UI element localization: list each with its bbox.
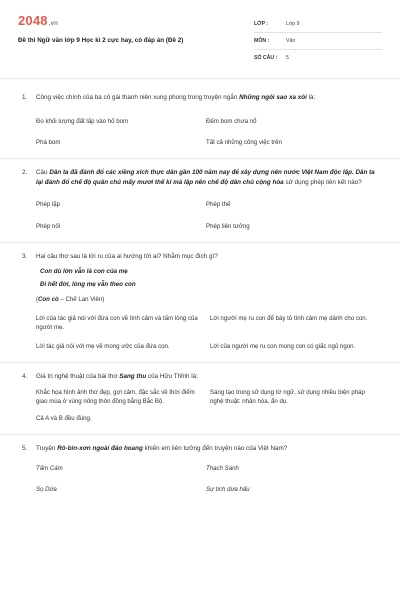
meta-key: LỚP : <box>254 21 269 27</box>
poem-line-1: Con dù lớn vẫn là con của mẹ <box>40 268 128 275</box>
site-logo[interactable] <box>18 14 183 31</box>
question-separator <box>0 242 400 243</box>
option-a[interactable]: Phép lặp <box>36 201 61 208</box>
logo-text: 2048 <box>18 13 48 28</box>
question-number: 1. <box>22 94 28 101</box>
header <box>18 14 382 66</box>
option-a[interactable]: Tấm Cám <box>36 465 63 472</box>
answer-options <box>36 388 376 406</box>
meta-key: MÔN : <box>254 38 270 44</box>
option-d[interactable]: Tất cả những công việc trên <box>206 139 282 146</box>
option-a[interactable]: Khắc họa hình ảnh thơ đẹp, gợi cảm, đặc sắc về thời điểm giao mùa ở vùng nông thôn đồng bằng Bắc Bộ. <box>36 389 195 405</box>
question-5 <box>18 444 382 494</box>
option-c[interactable]: Lời tác giả nói với mẹ về mong ước của đứa con. <box>36 343 170 350</box>
option-d[interactable]: Sự tích dưa hấu <box>206 486 250 493</box>
question-number: 3. <box>22 253 28 260</box>
answer-options <box>36 464 376 473</box>
meta-value: 5 <box>286 55 289 61</box>
question-1 <box>18 93 382 147</box>
meta-row-count <box>254 50 382 66</box>
meta-row-grade <box>254 16 382 33</box>
answer-options <box>36 200 376 209</box>
option-a[interactable]: Lời của tác giả nói với đứa con về tình cảm và tấm lòng của người mẹ. <box>36 315 198 331</box>
answer-options <box>36 314 376 332</box>
question-text: Truyện Rô-bin-xơn ngoài đảo hoang khiến em liên tưởng đến truyện nào của Việt Nam? <box>36 445 288 452</box>
meta-key: SỐ CÂU : <box>254 55 278 61</box>
meta-value: Lớp 9 <box>286 21 300 27</box>
question-text: Câu Dân ta đã đánh đổ các xiềng xích thực dân gần 100 năm nay để xây dựng nên nước Việt Nam độc lập. Dân ta lại đánh đổ chế độ quân chủ mấy mươi thế kỉ mà lập nên chế độ dân chủ cộng hòa sử dụng phép liên kết nào? <box>36 169 375 186</box>
question-number: 2. <box>22 169 28 176</box>
answer-options <box>36 222 376 231</box>
meta-table <box>254 16 382 66</box>
question-4 <box>18 372 382 423</box>
question-text: Hai câu thơ sau là lời ru của ai hướng tới ai? Nhằm mục đích gì? <box>36 253 218 260</box>
answer-options <box>36 117 376 126</box>
question-number: 4. <box>22 373 28 380</box>
option-c[interactable]: Cả A và B đều đúng. <box>36 415 92 422</box>
question-text: Công việc chính của ba cô gái thanh niên xung phong trong truyện ngắn Những ngôi sao xa xôi là: <box>36 94 316 101</box>
option-a[interactable]: Đo khối lượng đất lấp vào hố bom <box>36 118 129 125</box>
option-d[interactable]: Phép liên tưởng <box>206 223 250 230</box>
option-d[interactable]: Lời của người mẹ ru con mong con có giấc ngủ ngon. <box>210 343 356 350</box>
question-separator <box>0 158 400 159</box>
document-title: Đề thi Ngữ văn lớp 9 Học kì 2 cực hay, có đáp án (Đề 2) <box>18 37 184 44</box>
meta-value: Văn <box>286 38 296 44</box>
option-b[interactable]: Sáng tạo trong sử dụng từ ngữ, sử dụng nhiều biện pháp nghệ thuật: nhân hóa, ẩn dụ. <box>210 389 365 405</box>
option-c[interactable]: Phá bom <box>36 139 61 146</box>
poem-source: (Con cò – Chế Lan Viên) <box>36 296 105 303</box>
option-b[interactable]: Đếm bom chưa nổ <box>206 118 257 125</box>
answer-options <box>36 485 376 494</box>
logo-suffix: .vn <box>48 21 59 27</box>
question-text: Giá trị nghệ thuật của bài thơ Sang thu của Hữu Thỉnh là: <box>36 373 198 380</box>
answer-options <box>36 138 376 147</box>
question-separator <box>0 434 400 435</box>
answer-options <box>36 342 376 351</box>
question-2 <box>18 168 382 231</box>
option-b[interactable]: Phép thế <box>206 201 231 208</box>
question-number: 5. <box>22 445 28 452</box>
meta-row-subject <box>254 33 382 50</box>
poem-line-2: Đi hết đời, lòng mẹ vẫn theo con <box>40 281 136 288</box>
question-separator <box>0 362 400 363</box>
option-b[interactable]: Thạch Sanh <box>206 465 239 472</box>
header-divider <box>0 78 400 79</box>
brand <box>18 14 183 44</box>
option-c[interactable]: Sọ Dừa <box>36 486 57 493</box>
question-3 <box>18 252 382 351</box>
option-b[interactable]: Lời người mẹ ru con để bày tỏ tình cảm mẹ dành cho con. <box>210 315 368 322</box>
option-c[interactable]: Phép nối <box>36 223 61 230</box>
